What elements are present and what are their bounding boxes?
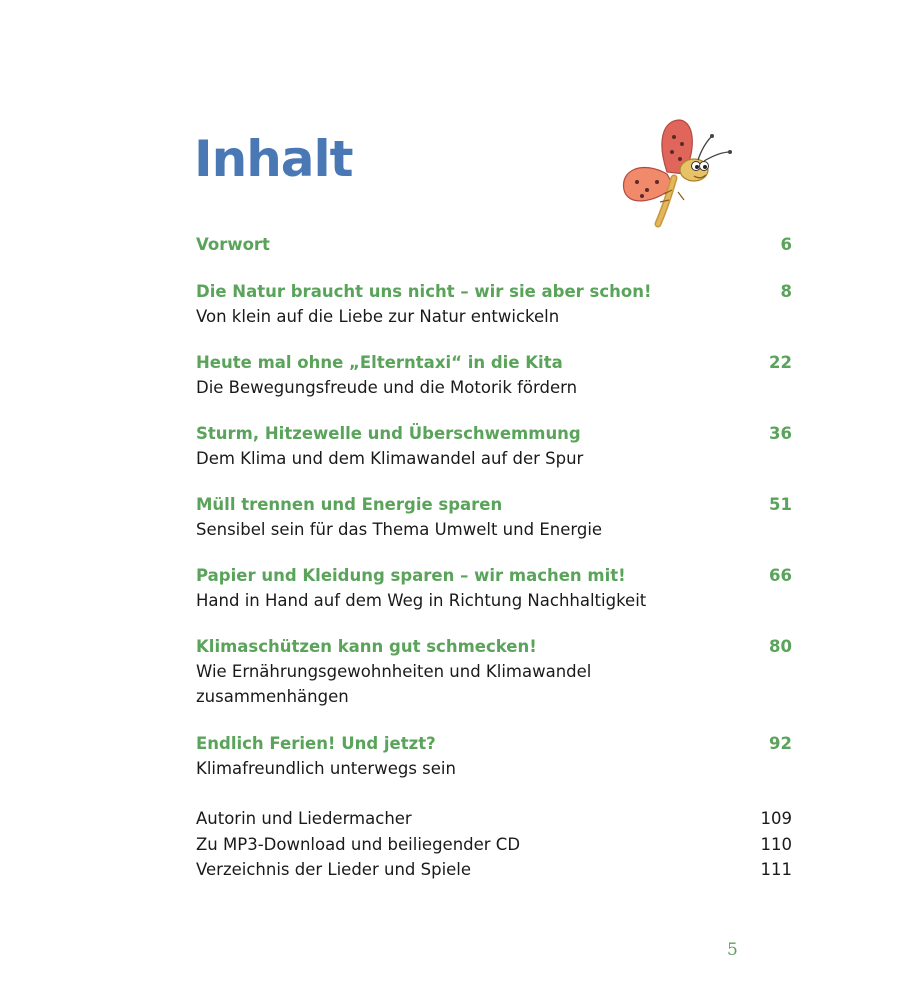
toc-entry[interactable]	[196, 279, 792, 329]
toc-entry[interactable]	[196, 492, 792, 542]
chapter-title: Vorwort	[196, 235, 270, 254]
toc-entry[interactable]	[196, 634, 792, 709]
toc-entry[interactable]	[196, 563, 792, 613]
chapter-subtitle: Von klein auf die Liebe zur Natur entwickeln	[196, 307, 560, 326]
chapter-title: Müll trennen und Energie sparen	[196, 495, 503, 514]
chapter-subtitle: Die Bewegungsfreude und die Motorik fördern	[196, 378, 578, 397]
page-ref: 66	[769, 566, 792, 585]
page-ref: 36	[769, 424, 792, 443]
page-ref: 92	[769, 734, 792, 753]
chapter-subtitle: zusammenhängen	[196, 687, 349, 706]
appendix-title: Zu MP3-Download und beiliegender CD	[196, 835, 521, 854]
page-ref: 109	[760, 809, 792, 828]
chapter-subtitle: Wie Ernährungsgewohnheiten und Klimawandel	[196, 662, 592, 681]
page-ref: 110	[760, 835, 792, 854]
page-ref: 8	[780, 282, 792, 301]
page-title: Inhalt	[194, 130, 353, 188]
chapter-title: Sturm, Hitzewelle und Überschwemmung	[196, 424, 581, 443]
chapter-subtitle: Sensibel sein für das Thema Umwelt und Energie	[196, 520, 603, 539]
toc-entry[interactable]	[196, 350, 792, 400]
chapter-title: Die Natur braucht uns nicht – wir sie aber schon!	[196, 282, 652, 301]
toc-entry[interactable]	[196, 731, 792, 781]
chapter-title: Heute mal ohne „Elterntaxi“ in die Kita	[196, 353, 563, 372]
page-ref: 6	[780, 235, 792, 254]
page-ref: 51	[769, 495, 792, 514]
chapter-subtitle: Klimafreundlich unterwegs sein	[196, 759, 456, 778]
toc-entry[interactable]	[196, 232, 792, 257]
butterfly-illustration	[612, 112, 737, 237]
chapter-subtitle: Hand in Hand auf dem Weg in Richtung Nachhaltigkeit	[196, 591, 647, 610]
page-ref: 22	[769, 353, 792, 372]
page-number: 5	[727, 940, 738, 960]
page-ref: 111	[760, 860, 792, 879]
chapter-subtitle: Dem Klima und dem Klimawandel auf der Spur	[196, 449, 584, 468]
appendix-entry[interactable]	[196, 857, 792, 882]
appendix-entry[interactable]	[196, 832, 792, 857]
chapter-title: Klimaschützen kann gut schmecken!	[196, 637, 537, 656]
appendix-entry[interactable]	[196, 806, 792, 831]
page-ref: 80	[769, 637, 792, 656]
toc-entry[interactable]	[196, 421, 792, 471]
appendix-title: Autorin und Liedermacher	[196, 809, 412, 828]
chapter-title: Papier und Kleidung sparen – wir machen mit!	[196, 566, 626, 585]
appendix-title: Verzeichnis der Lieder und Spiele	[196, 860, 472, 879]
chapter-title: Endlich Ferien! Und jetzt?	[196, 734, 436, 753]
